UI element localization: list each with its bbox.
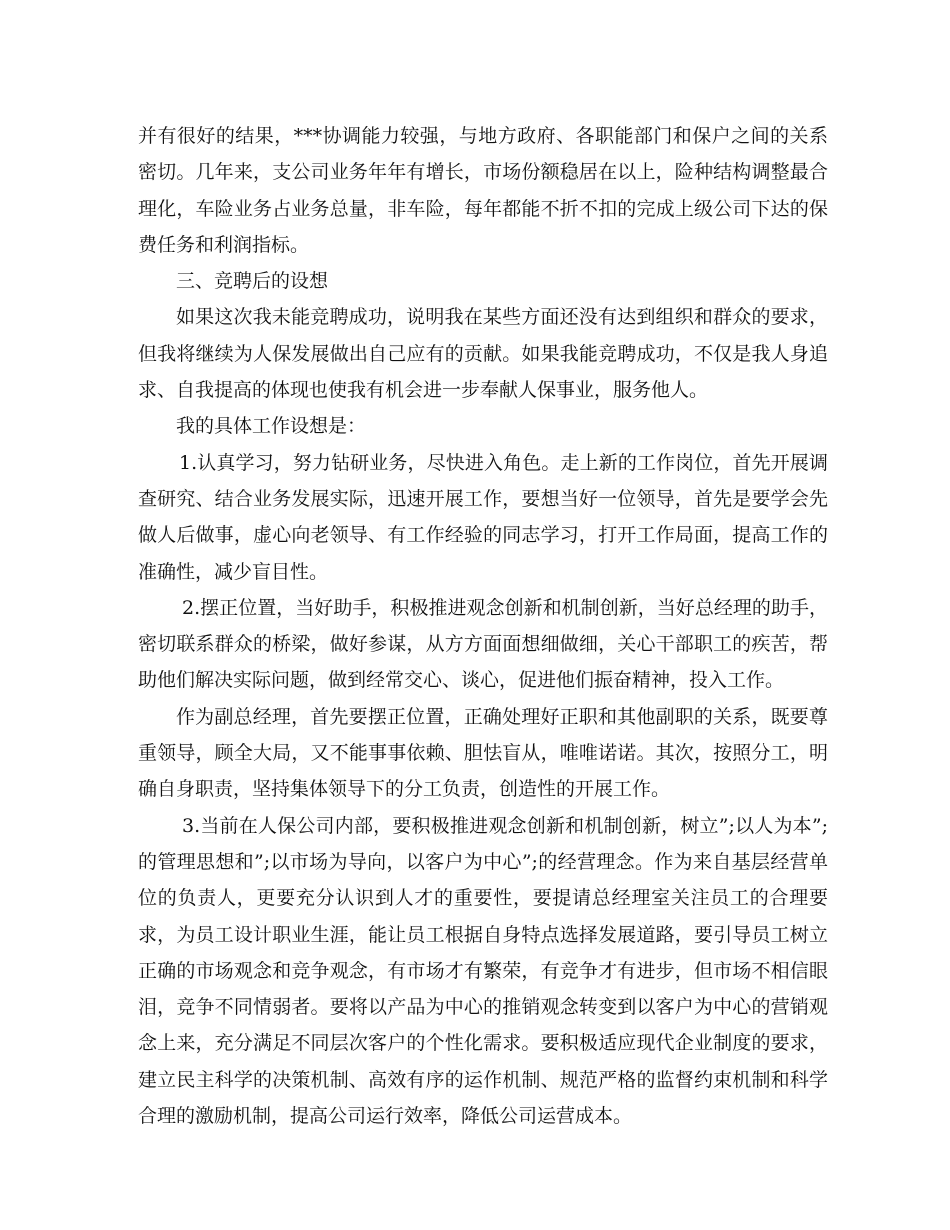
paragraph-work-plans-intro: 我的具体工作设想是：	[176, 415, 367, 438]
paragraph-results-continued: 并有很好的结果，***协调能力较强，与地方政府、各职能部门和保户之间的关系密切。几年来，支公司业务年年有增长，市场份额稳居在以上，险种结构调整最合理化，车险业务占业务总量，非车险，每年都能不折不扣的完成上级公司下达的保费任务和利润指标。	[138, 125, 828, 256]
paragraph-plan-item-3: 3.当前在人保公司内部，要积极推进观念创新和机制创新，树立”;以人为本”;的管理思想和”;以市场为导向，以客户为中心”;的经营理念。作为来自基层经营单位的负责人，更要充分认识到人才的重要性，要提请总经理室关注员工的合理要求，为员工设计职业生涯，能让员工根据自身特点选择发展道路，要引导员工树立正确的市场观念和竞争观念，有市场才有繁荣，有竞争才有进步，但市场不相信眼泪，竞争不同情弱者。要将以产品为中心的推销观念转变到以客户为中心的营销观念上来，充分满足不同层次客户的个性化需求。要积极适应现代企业制度的要求，建立民主科学的决策机制、高效有序的运作机制、规范严格的监督约束机制和科学合理的激励机制，提高公司运行效率，降低公司运营成本。	[138, 814, 828, 1128]
document-body	[138, 118, 828, 1134]
section-heading-post-competition-plans: 三、竞聘后的设想	[176, 270, 329, 293]
paragraph-deputy-manager-role: 作为副总经理，首先要摆正位置，正确处理好正职和其他副职的关系，既要尊重领导，顾全大局，又不能事事依赖、胆怯盲从，唯唯诺诺。其次，按照分工，明确自身职责，坚持集体领导下的分工负责，创造性的开展工作。	[138, 705, 828, 801]
paragraph-plan-item-1: 1.认真学习，努力钻研业务，尽快进入角色。走上新的工作岗位，首先开展调查研究、结合业务发展实际，迅速开展工作，要想当好一位领导，首先是要学会先做人后做事，虚心向老领导、有工作经验的同志学习，打开工作局面，提高工作的准确性，减少盲目性。	[138, 451, 828, 583]
paragraph-plan-item-2: 2.摆正位置，当好助手，积极推进观念创新和机制创新，当好总经理的助手，密切联系群众的桥梁，做好参谋，从方方面面想细做细，关心干部职工的疾苦，帮助他们解决实际问题，做到经常交心、谈心，促进他们振奋精神，投入工作。	[138, 596, 828, 692]
paragraph-if-not-successful: 如果这次我未能竞聘成功，说明我在某些方面还没有达到组织和群众的要求，但我将继续为人保发展做出自己应有的贡献。如果我能竞聘成功，不仅是我人身追求、自我提高的体现也使我有机会进一步奉献人保事业，服务他人。	[138, 306, 828, 402]
